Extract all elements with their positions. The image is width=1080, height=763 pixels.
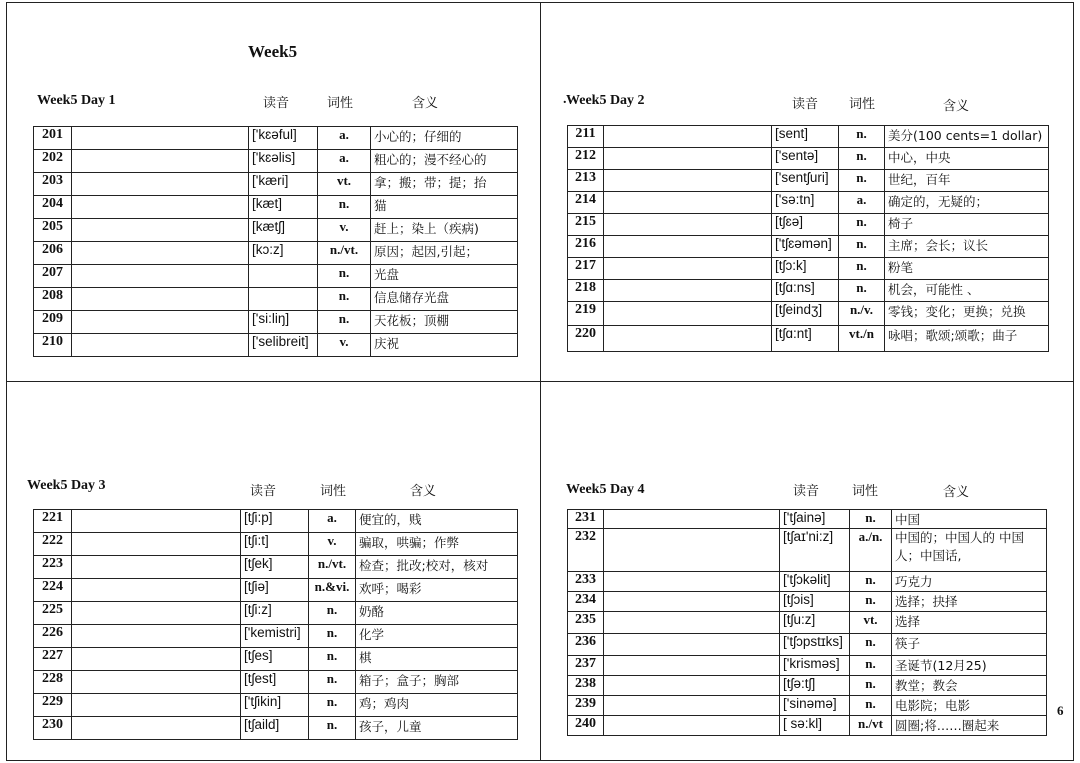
table-row (34, 150, 518, 173)
word-number: 237 (568, 656, 604, 676)
phonetic: ['tʃɔpstɪks] (780, 634, 850, 656)
word-number: 212 (568, 148, 604, 170)
word-spelling-cell (72, 173, 249, 196)
quadrant-divider-horizontal (6, 381, 1074, 382)
part-of-speech: n. (839, 148, 885, 170)
word-spelling-cell (604, 676, 780, 696)
phonetic: [tʃaɪ'ni:z] (780, 529, 850, 572)
table-row (568, 612, 1047, 634)
meaning: 选择；抉择 (892, 592, 1047, 612)
word-spelling-cell (72, 671, 241, 694)
word-number: 207 (34, 265, 72, 288)
meaning: 孩子，儿童 (356, 717, 518, 740)
part-of-speech: n. (839, 126, 885, 148)
phonetic: [tʃɔ:k] (772, 258, 839, 280)
part-of-speech: v. (318, 219, 371, 242)
meaning: 机会，可能性 、 (885, 280, 1049, 302)
header-meaning-2: 含义 (943, 99, 970, 114)
phonetic: ['selibreit] (249, 334, 318, 357)
meaning: 猫 (371, 196, 518, 219)
phonetic: [kætʃ] (249, 219, 318, 242)
part-of-speech: n. (309, 694, 356, 717)
table-row (34, 648, 518, 671)
meaning: 箱子；盒子；胸部 (356, 671, 518, 694)
word-number: 235 (568, 612, 604, 634)
stray-mark: . (563, 92, 567, 107)
word-number: 240 (568, 716, 604, 736)
table-row (34, 671, 518, 694)
phonetic: ['kemistri] (241, 625, 309, 648)
table-row (568, 192, 1049, 214)
phonetic: ['tʃikin] (241, 694, 309, 717)
meaning: 圆圈;将……圈起来 (892, 716, 1047, 736)
phonetic: [tʃə:tʃ] (780, 676, 850, 696)
word-spelling-cell (604, 529, 780, 572)
table-row (568, 236, 1049, 258)
word-spelling-cell (72, 242, 249, 265)
phonetic: ['tʃɛəmən] (772, 236, 839, 258)
vocab-table-day4 (567, 509, 1047, 736)
meaning: 零钱；变化；更换；兑换 (885, 302, 1049, 326)
table-row (34, 173, 518, 196)
word-number: 206 (34, 242, 72, 265)
meaning: 拿；搬；带；提；抬 (371, 173, 518, 196)
part-of-speech: n. (839, 214, 885, 236)
word-number: 231 (568, 510, 604, 529)
page-number: 6 (1057, 703, 1064, 718)
part-of-speech: n. (318, 196, 371, 219)
table-row (568, 126, 1049, 148)
word-number: 228 (34, 671, 72, 694)
part-of-speech: n. (850, 656, 892, 676)
phonetic: ['sinəmə] (780, 696, 850, 716)
meaning: 美分(100 cents=1 dollar) (885, 126, 1049, 148)
header-pron-4: 读音 (793, 484, 820, 499)
word-number: 211 (568, 126, 604, 148)
word-number: 205 (34, 219, 72, 242)
word-number: 208 (34, 288, 72, 311)
phonetic: ['si:liŋ] (249, 311, 318, 334)
part-of-speech: n. (850, 592, 892, 612)
word-spelling-cell (72, 196, 249, 219)
table-row (34, 579, 518, 602)
word-spelling-cell (604, 126, 772, 148)
meaning: 天花板；顶棚 (371, 311, 518, 334)
meaning: 庆祝 (371, 334, 518, 357)
phonetic: ['sə:tn] (772, 192, 839, 214)
table-row (34, 288, 518, 311)
word-spelling-cell (72, 219, 249, 242)
word-spelling-cell (604, 280, 772, 302)
meaning: 中心，中央 (885, 148, 1049, 170)
phonetic: ['kæri] (249, 173, 318, 196)
word-spelling-cell (604, 612, 780, 634)
word-spelling-cell (604, 258, 772, 280)
word-spelling-cell (72, 150, 249, 173)
vocab-table-day1 (33, 126, 518, 357)
word-number: 209 (34, 311, 72, 334)
word-spelling-cell (72, 510, 241, 533)
phonetic: [tʃi:z] (241, 602, 309, 625)
part-of-speech: n./vt. (309, 556, 356, 579)
word-spelling-cell (72, 265, 249, 288)
part-of-speech: a. (318, 127, 371, 150)
word-spelling-cell (604, 236, 772, 258)
meaning: 粉笔 (885, 258, 1049, 280)
table-row (34, 334, 518, 357)
header-pos-3: 词性 (320, 484, 347, 499)
table-row (568, 258, 1049, 280)
table-row (568, 510, 1047, 529)
word-number: 217 (568, 258, 604, 280)
word-spelling-cell (72, 533, 241, 556)
part-of-speech: a. (318, 150, 371, 173)
word-spelling-cell (604, 656, 780, 676)
part-of-speech: n. (839, 236, 885, 258)
phonetic: [tʃɔis] (780, 592, 850, 612)
meaning: 椅子 (885, 214, 1049, 236)
part-of-speech: vt./n (839, 326, 885, 352)
word-number: 216 (568, 236, 604, 258)
word-number: 204 (34, 196, 72, 219)
word-number: 223 (34, 556, 72, 579)
table-row (568, 634, 1047, 656)
phonetic: ['tʃainə] (780, 510, 850, 529)
word-number: 218 (568, 280, 604, 302)
meaning: 确定的，无疑的； (885, 192, 1049, 214)
meaning: 光盘 (371, 265, 518, 288)
meaning: 棋 (356, 648, 518, 671)
part-of-speech: a. (309, 510, 356, 533)
table-row (568, 326, 1049, 352)
header-pos-2: 词性 (849, 97, 876, 112)
word-spelling-cell (604, 302, 772, 326)
word-number: 221 (34, 510, 72, 533)
phonetic: ['krisməs] (780, 656, 850, 676)
meaning: 赶上；染上（疾病) (371, 219, 518, 242)
part-of-speech: n. (839, 170, 885, 192)
day-label-3: Week5 Day 3 (27, 478, 106, 493)
table-row (34, 556, 518, 579)
word-spelling-cell (72, 334, 249, 357)
word-number: 230 (34, 717, 72, 740)
phonetic: [tʃɛə] (772, 214, 839, 236)
word-spelling-cell (72, 602, 241, 625)
phonetic: [sent] (772, 126, 839, 148)
word-number: 227 (34, 648, 72, 671)
part-of-speech: n. (309, 648, 356, 671)
table-row (34, 127, 518, 150)
meaning: 选择 (892, 612, 1047, 634)
table-row (568, 302, 1049, 326)
phonetic: [kɔ:z] (249, 242, 318, 265)
meaning: 中国 (892, 510, 1047, 529)
part-of-speech: n. (850, 572, 892, 592)
meaning: 圣诞节(12月25) (892, 656, 1047, 676)
meaning: 世纪，百年 (885, 170, 1049, 192)
word-spelling-cell (604, 192, 772, 214)
table-row (568, 170, 1049, 192)
table-row (34, 196, 518, 219)
phonetic: [tʃi:p] (241, 510, 309, 533)
phonetic: [tʃɑ:ns] (772, 280, 839, 302)
table-row (568, 572, 1047, 592)
day-label-1: Week5 Day 1 (37, 93, 116, 108)
header-meaning-3: 含义 (410, 484, 437, 499)
word-number: 232 (568, 529, 604, 572)
header-pos-1: 词性 (327, 96, 354, 111)
word-spelling-cell (604, 572, 780, 592)
vocab-table-day2 (567, 125, 1049, 352)
table-row (568, 696, 1047, 716)
word-spelling-cell (604, 510, 780, 529)
meaning: 便宜的，贱 (356, 510, 518, 533)
phonetic: ['kɛəful] (249, 127, 318, 150)
header-pron-1: 读音 (263, 96, 290, 111)
part-of-speech: n. (309, 602, 356, 625)
word-number: 213 (568, 170, 604, 192)
part-of-speech: a. (839, 192, 885, 214)
word-number: 234 (568, 592, 604, 612)
word-number: 229 (34, 694, 72, 717)
word-spelling-cell (72, 579, 241, 602)
part-of-speech: n./vt (850, 716, 892, 736)
word-spelling-cell (72, 717, 241, 740)
table-row (568, 592, 1047, 612)
part-of-speech: n. (839, 280, 885, 302)
table-row (568, 280, 1049, 302)
header-meaning-4: 含义 (943, 485, 970, 500)
table-row (34, 311, 518, 334)
part-of-speech: n./v. (839, 302, 885, 326)
phonetic: [tʃek] (241, 556, 309, 579)
table-row (34, 242, 518, 265)
meaning: 检查；批改;校对，核对 (356, 556, 518, 579)
word-number: 210 (34, 334, 72, 357)
part-of-speech: n. (850, 510, 892, 529)
table-row (568, 529, 1047, 572)
part-of-speech: vt. (850, 612, 892, 634)
word-spelling-cell (72, 625, 241, 648)
phonetic (249, 265, 318, 288)
part-of-speech: v. (318, 334, 371, 357)
phonetic: [tʃi:t] (241, 533, 309, 556)
word-spelling-cell (72, 127, 249, 150)
phonetic: [tʃeindʒ] (772, 302, 839, 326)
phonetic (249, 288, 318, 311)
vocab-table-day3 (33, 509, 518, 740)
table-row (568, 676, 1047, 696)
word-spelling-cell (72, 556, 241, 579)
header-pron-3: 读音 (250, 484, 277, 499)
word-spelling-cell (604, 634, 780, 656)
word-spelling-cell (604, 716, 780, 736)
meaning: 鸡；鸡肉 (356, 694, 518, 717)
phonetic: ['sentʃuri] (772, 170, 839, 192)
meaning: 欢呼；喝彩 (356, 579, 518, 602)
word-number: 239 (568, 696, 604, 716)
word-number: 236 (568, 634, 604, 656)
meaning: 咏唱；歌颂;颂歌；曲子 (885, 326, 1049, 352)
word-number: 214 (568, 192, 604, 214)
word-spelling-cell (604, 214, 772, 236)
table-row (34, 625, 518, 648)
meaning: 原因；起因,引起； (371, 242, 518, 265)
word-number: 215 (568, 214, 604, 236)
word-spelling-cell (72, 288, 249, 311)
word-number: 202 (34, 150, 72, 173)
table-row (568, 716, 1047, 736)
word-spelling-cell (604, 592, 780, 612)
phonetic: [tʃaild] (241, 717, 309, 740)
table-row (568, 148, 1049, 170)
table-row (34, 510, 518, 533)
meaning: 主席；会长；议长 (885, 236, 1049, 258)
word-spelling-cell (604, 696, 780, 716)
phonetic: [kæt] (249, 196, 318, 219)
header-pron-2: 读音 (792, 97, 819, 112)
word-number: 222 (34, 533, 72, 556)
word-spelling-cell (604, 326, 772, 352)
part-of-speech: n. (850, 696, 892, 716)
phonetic: [ sə:kl] (780, 716, 850, 736)
part-of-speech: n. (850, 676, 892, 696)
word-number: 226 (34, 625, 72, 648)
part-of-speech: vt. (318, 173, 371, 196)
word-number: 224 (34, 579, 72, 602)
meaning: 粗心的；漫不经心的 (371, 150, 518, 173)
meaning: 奶酪 (356, 602, 518, 625)
meaning: 信息储存光盘 (371, 288, 518, 311)
word-number: 233 (568, 572, 604, 592)
word-number: 238 (568, 676, 604, 696)
phonetic: [tʃest] (241, 671, 309, 694)
phonetic: ['sentə] (772, 148, 839, 170)
table-row (34, 602, 518, 625)
word-spelling-cell (72, 648, 241, 671)
part-of-speech: n. (309, 717, 356, 740)
day-label-2: Week5 Day 2 (566, 93, 645, 108)
meaning: 骗取，哄骗；作弊 (356, 533, 518, 556)
part-of-speech: n. (318, 288, 371, 311)
day-label-4: Week5 Day 4 (566, 482, 645, 497)
phonetic: [tʃiə] (241, 579, 309, 602)
table-row (34, 265, 518, 288)
phonetic: ['tʃɔkəlit] (780, 572, 850, 592)
phonetic: [tʃu:z] (780, 612, 850, 634)
word-spelling-cell (72, 311, 249, 334)
word-number: 219 (568, 302, 604, 326)
page-title: Week5 (248, 42, 298, 61)
part-of-speech: n. (309, 671, 356, 694)
table-row (34, 533, 518, 556)
part-of-speech: n. (309, 625, 356, 648)
part-of-speech: n. (850, 634, 892, 656)
meaning: 巧克力 (892, 572, 1047, 592)
meaning: 中国的；中国人的 中国人；中国话, (892, 529, 1047, 572)
part-of-speech: v. (309, 533, 356, 556)
part-of-speech: n.&vi. (309, 579, 356, 602)
part-of-speech: a./n. (850, 529, 892, 572)
table-row (568, 656, 1047, 676)
part-of-speech: n. (839, 258, 885, 280)
word-spelling-cell (604, 170, 772, 192)
phonetic: [tʃɑ:nt] (772, 326, 839, 352)
table-row (34, 717, 518, 740)
table-row (34, 219, 518, 242)
meaning: 化学 (356, 625, 518, 648)
part-of-speech: n./vt. (318, 242, 371, 265)
word-number: 225 (34, 602, 72, 625)
word-spelling-cell (604, 148, 772, 170)
header-meaning-1: 含义 (412, 96, 439, 111)
meaning: 筷子 (892, 634, 1047, 656)
meaning: 教堂；教会 (892, 676, 1047, 696)
part-of-speech: n. (318, 311, 371, 334)
header-pos-4: 词性 (852, 484, 879, 499)
word-number: 201 (34, 127, 72, 150)
phonetic: ['kɛəlis] (249, 150, 318, 173)
table-row (34, 694, 518, 717)
phonetic: [tʃes] (241, 648, 309, 671)
table-row (568, 214, 1049, 236)
word-number: 220 (568, 326, 604, 352)
part-of-speech: n. (318, 265, 371, 288)
word-number: 203 (34, 173, 72, 196)
meaning: 小心的；仔细的 (371, 127, 518, 150)
meaning: 电影院；电影 (892, 696, 1047, 716)
word-spelling-cell (72, 694, 241, 717)
